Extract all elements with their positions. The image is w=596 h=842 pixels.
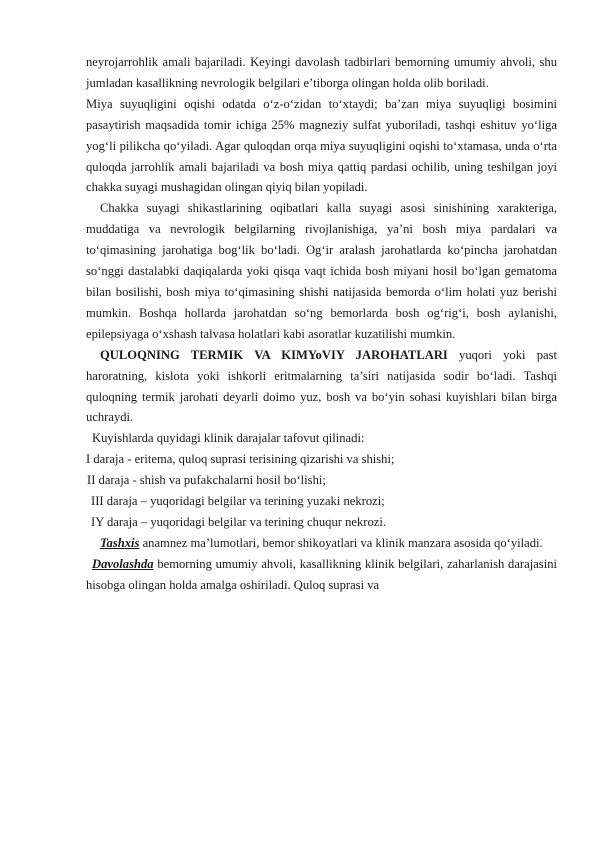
burn-degree-2: II daraja - shish va pufakchalarni hosil bo‘lishi;: [87, 473, 326, 488]
diagnosis-text: anamnez ma’lumotlari, bemor shikoyatlari va klinik manzara asosida qo‘yiladi.: [139, 535, 543, 550]
term-treatment: Davolashda: [92, 556, 154, 571]
term-diagnosis: Tashxis: [100, 535, 140, 550]
burn-degree-1: I daraja - eritema, quloq suprasi terisining qizarishi va shishi;: [86, 452, 395, 467]
paragraph-treatment: [86, 554, 557, 596]
paragraph-surgery-followup: neyrojarrohlik amali bajariladi. Keyingi davolash tadbirlari bemorning umumiy ahvoli, shu jumladan kasallikning nevrologik belgilari e’tiborga olingan holda olib boriladi.: [86, 55, 557, 90]
paragraph-csf-leak: Miya suyuqligini oqishi odatda o‘z-o‘zidan to‘xtaydi; ba’zan miya suyuqligi bosimini pasaytirish maqsadida tomir ichiga 25% magneziy sulfat yuboriladi, tashqi eshituv yo‘liga yog‘li pilikcha qo‘yiladi. Agar quloqdan orqa miya suyuqligini oqishi to‘xtamasa, unda o‘rta quloqda jarrohlik amali bajariladi va bosh miya qattiq pardasi ochilib, uning teshilgan joyi chakka suyagi mushagidan olingan qiyiq bilan yopiladi.: [86, 96, 557, 195]
paragraph-thermal-chemical-injuries: [86, 345, 557, 429]
treatment-text: bemorning umumiy ahvoli, kasallikning klinik belgilari, zaharlanish darajasini hisobga olingan holda amalga oshiriladi. Quloq suprasi va: [86, 556, 557, 592]
burn-degree-3: III daraja – yuqoridagi belgilar va terining yuzaki nekrozi;: [91, 494, 385, 509]
paragraph-diagnosis: [86, 533, 557, 554]
paragraph-temporal-bone-consequences: Chakka suyagi shikastlarining oqibatlari kalla suyagi asosi sinishining xarakteriga, muddatiga va nevrologik belgilarning rivojlanishiga, ya’ni bosh miya pardalari va to‘qimasining jarohatiga bog‘lik bo‘ladi. Og‘ir aralash jarohatlarda ko‘pincha jarohatdan so‘nggi dastalabki daqiqalarda yoki qisqa vaqt ichida bosh miyani hosil bo‘lgan gematoma bilan bosilishi, bosh miya to‘qimasining shishi natijasida bemorda o‘lim holati yuz berishi mumkin. Boshqa hollarda jarohatdan so‘ng bemorlarda bosh og‘rig‘i, bosh aylanishi, epilepsiyaga o‘xshash talvasa holatlari kabi asoratlar kuzatilishi mumkin.: [86, 201, 557, 341]
section-heading-thermal-chemical: QULOQNING TERMIK VA KIMYoVIY JAROHATLARI: [100, 347, 448, 362]
document-page: [86, 52, 557, 596]
burn-degrees-intro: Kuyishlarda quyidagi klinik darajalar tafovut qilinadi:: [92, 431, 365, 446]
section-heading-body: yuqori yoki past haroratning, kislota yoki ishkorli eritmalarning ta’siri natijasida sodir bo‘ladi. Tashqi quloqning termik jarohati deyarli doimo yuz, bosh va bo‘yin sohasi kuyishlari bilan birga uchraydi.: [86, 347, 557, 425]
burn-degree-4: IY daraja – yuqoridagi belgilar va terining chuqur nekrozi.: [91, 514, 387, 529]
